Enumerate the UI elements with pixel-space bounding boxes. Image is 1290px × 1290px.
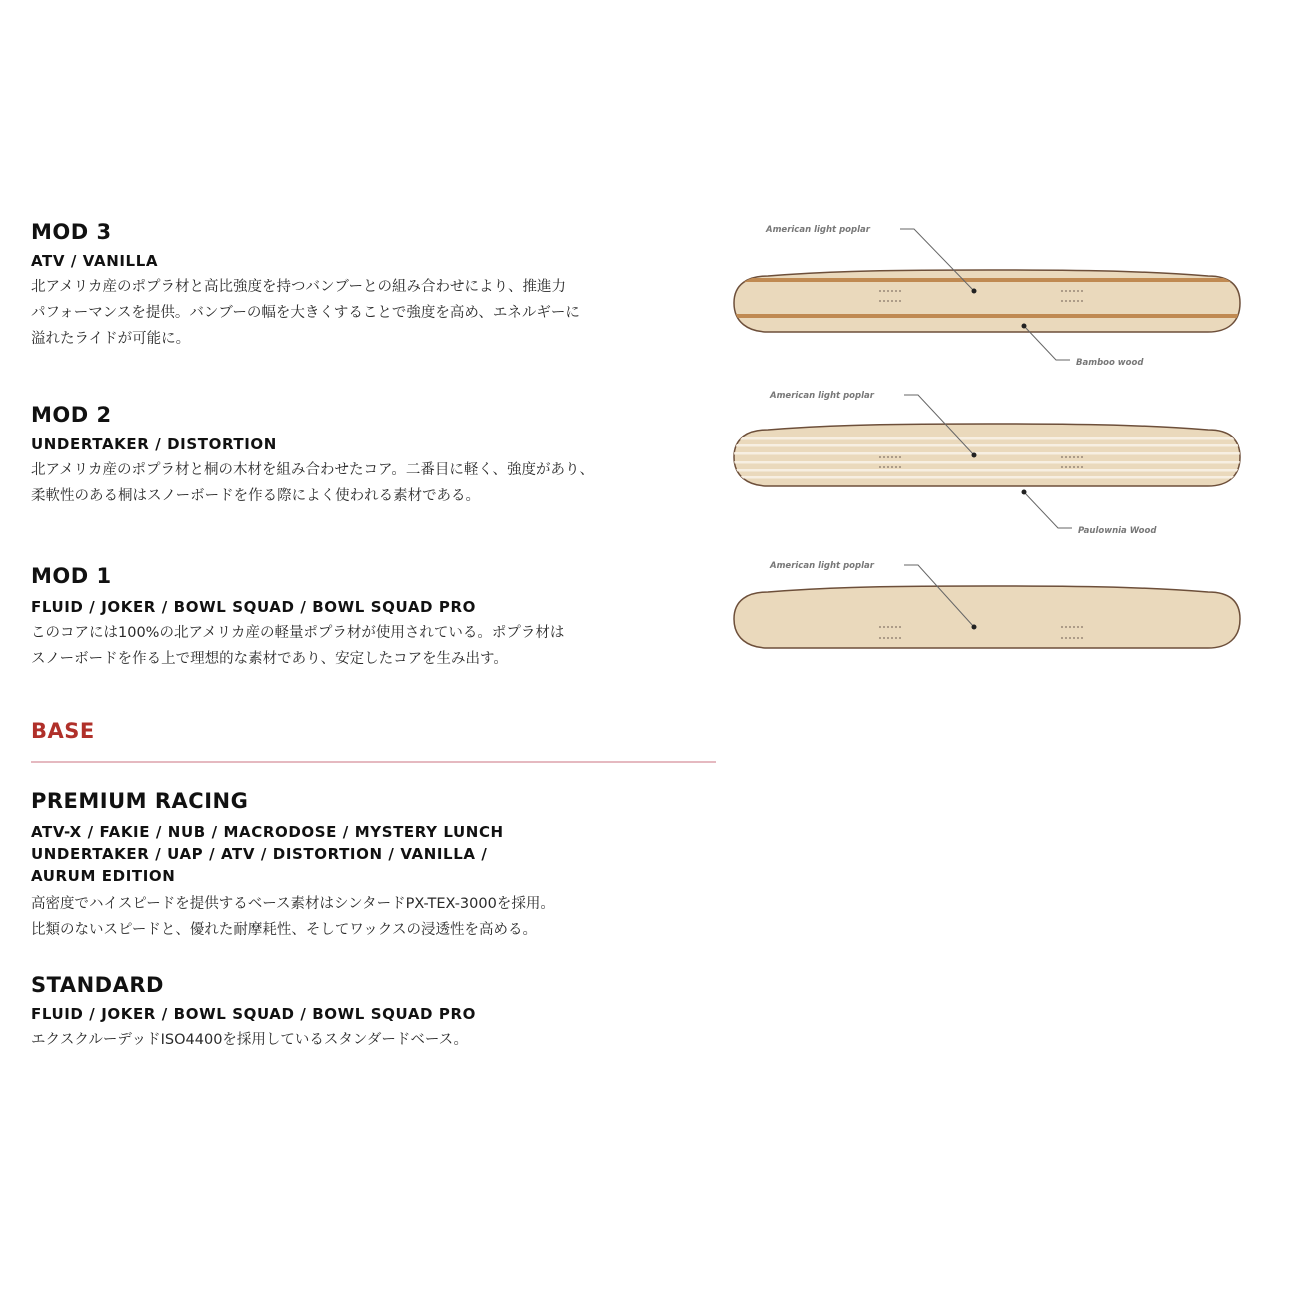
base-title: PREMIUM RACING	[31, 789, 249, 813]
paulownia-stripe	[728, 476, 1248, 479]
models-line: UNDERTAKER / UAP / ATV / DISTORTION / VANILLA /	[31, 845, 488, 863]
core-description	[31, 457, 721, 509]
paulownia-stripe	[728, 469, 1248, 472]
base-description	[31, 1027, 721, 1053]
core-mod1-section	[31, 564, 721, 672]
core-diagram-mod2	[728, 382, 1248, 542]
bamboo-stripe	[728, 314, 1248, 318]
base-divider	[31, 761, 716, 763]
paulownia-stripe	[728, 452, 1248, 455]
callout-line	[1024, 492, 1072, 528]
paulownia-stripe	[728, 461, 1248, 464]
callout-dot	[1022, 490, 1027, 495]
base-title: STANDARD	[31, 973, 164, 997]
core-diagram-mod3	[728, 218, 1248, 378]
paulownia-stripe	[728, 437, 1248, 440]
board-outline	[734, 586, 1240, 648]
bamboo-stripe	[728, 278, 1248, 282]
desc-line: 溢れたライドが可能に。	[31, 331, 191, 347]
diagram-label-top: American light poplar	[770, 561, 874, 571]
desc-line: スノーボードを作る上で理想的な素材であり、安定したコアを生み出す。	[31, 651, 508, 667]
models-line: ATV-X / FAKIE / NUB / MACRODOSE / MYSTERY LUNCH	[31, 823, 504, 841]
desc-line: 柔軟性のある桐はスノーボードを作る際によく使われる素材である。	[31, 488, 481, 504]
base-models	[31, 821, 721, 887]
diagram-label-top: American light poplar	[770, 391, 874, 401]
desc-line: 北アメリカ産のポプラ材と桐の木材を組み合わせたコア。二番目に軽く、強度があり、	[31, 462, 595, 478]
base-standard-section	[31, 973, 721, 1053]
desc-line: 比類のないスピードと、優れた耐摩耗性、そしてワックスの浸透性を高める。	[31, 922, 538, 938]
core-models: UNDERTAKER / DISTORTION	[31, 435, 277, 453]
base-heading: BASE	[31, 719, 95, 743]
callout-dot	[972, 625, 977, 630]
diagram-label-bottom: Paulownia Wood	[1078, 526, 1157, 536]
core-mod2-section	[31, 403, 721, 509]
core-description	[31, 274, 721, 352]
models-line: AURUM EDITION	[31, 867, 176, 885]
callout-dot	[1022, 324, 1027, 329]
diagram-label-top: American light poplar	[766, 225, 870, 235]
core-title: MOD 3	[31, 220, 112, 244]
callout-dot	[972, 453, 977, 458]
desc-line: エクスクルーデッドISO4400を採用しているスタンダードベース。	[31, 1032, 469, 1048]
callout-dot	[972, 289, 977, 294]
core-models: ATV / VANILLA	[31, 252, 159, 270]
core-mod3-section	[31, 220, 721, 352]
desc-line: このコアには100%の北アメリカ産の軽量ポプラ材が使用されている。ポプラ材は	[31, 625, 565, 641]
core-title: MOD 2	[31, 403, 112, 427]
diagram-label-bottom: Bamboo wood	[1076, 358, 1144, 368]
base-models	[31, 1003, 721, 1025]
base-premium-section	[31, 789, 721, 943]
desc-line: 高密度でハイスピードを提供するベース素材はシンタードPX-TEX-3000を採用。	[31, 896, 555, 912]
core-title: MOD 1	[31, 564, 112, 588]
paulownia-stripe	[728, 444, 1248, 447]
models-line: FLUID / JOKER / BOWL SQUAD / BOWL SQUAD PRO	[31, 1005, 477, 1023]
core-description	[31, 620, 721, 672]
base-description	[31, 891, 721, 943]
desc-line: パフォーマンスを提供。バンブーの幅を大きくすることで強度を高め、エネルギーに	[31, 305, 580, 321]
desc-line: 北アメリカ産のポプラ材と高比強度を持つバンブーとの組み合わせにより、推進力	[31, 279, 567, 295]
core-models: FLUID / JOKER / BOWL SQUAD / BOWL SQUAD PRO	[31, 598, 477, 616]
base-section-header	[31, 719, 721, 743]
core-diagram-mod1	[728, 552, 1248, 692]
